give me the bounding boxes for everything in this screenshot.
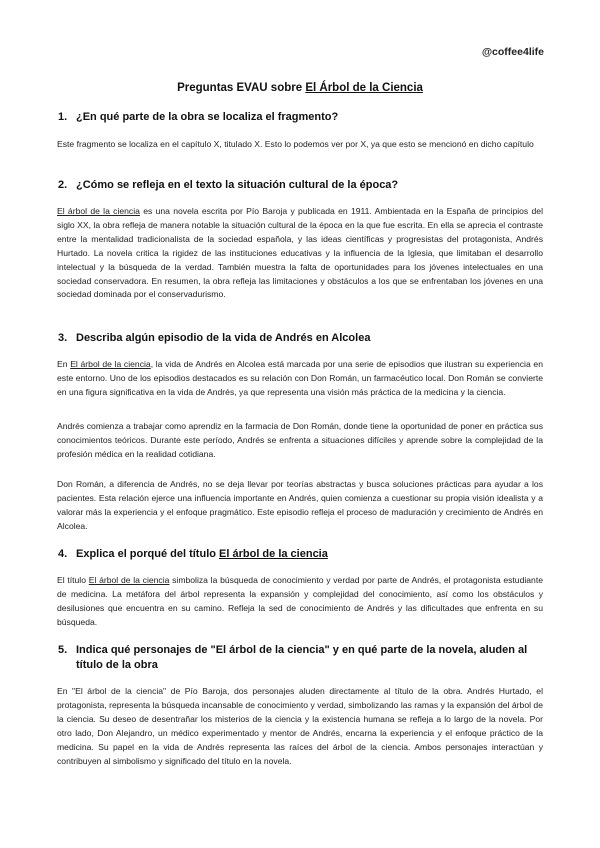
question-3-heading (58, 331, 546, 346)
question-number: 5. (58, 644, 68, 656)
page-title (0, 82, 600, 94)
answer-3-paragraph-3: Don Román, a diferencia de Andrés, no se deja llevar por teorías abstractas y busca soluciones prácticas para ayudar a los pacientes. Esta relación ejerce una influencia importante en Andrés, quien comienza a cuestionar su propia visión idealista y a valorar más la experiencia y el enfoque pragmático. Este episodio refleja el proceso de maduración y crecimiento de Andrés en Alcolea. (57, 479, 543, 531)
answer-5: En "El árbol de la ciencia" de Pío Baroja, dos personajes aluden directamente al título de la obra. Andrés Hurtado, el protagonista, representa la búsqueda incansable de conocimiento y verdad, simbolizando las ramas y la expansión del árbol de la ciencia. Su deseo de desentrañar los misterios de la ciencia y la existencia humana se refleja a lo largo de la novela. Por otro lado, Don Alejandro, un médico experimentado y mentor de Andrés, encarna la experiencia y el enfoque práctico de la medicina. Su papel en la vida de Andrés representa las raíces del árbol de la ciencia. Ambos personajes interactúan y contribuyen al simbolismo y significado del título en la novela. (57, 686, 543, 766)
question-number: 1. (58, 111, 68, 123)
question-4-heading (58, 547, 546, 562)
answer-2-text: es una novela escrita por Pío Baroja y publicada en 1911. Ambientada en la España de principios del siglo XX, la obra refleja de manera notable la situación cultural de la época en la que fue escrita. En ella se aprecia el contraste entre la mentalidad tradicionalista de la sociedad española, y las ideas científicas y progresistas del protagonista, Andrés Hurtado. La novela critica la rigidez de las instituciones educativas y la influencia de la Iglesia, que limitaban el desarrollo intelectual y la búsqueda de la verdad. También muestra la falta de oportunidades para los jóvenes intelectuales en una sociedad conservadora. En resumen, la obra refleja las limitaciones y obstáculos a los que se enfrentaban los jóvenes en una sociedad dominada por el conservadurismo. (57, 206, 543, 300)
title-book: El Árbol de la Ciencia (305, 82, 423, 94)
question-number: 3. (58, 332, 68, 344)
question-text: ¿Cómo se refleja en el texto la situación cultural de la época? (76, 179, 399, 191)
author-handle: @coffee4life (481, 46, 544, 58)
answer-4 (57, 574, 543, 630)
question-text: ¿En qué parte de la obra se localiza el fragmento? (76, 111, 339, 123)
answer-3-paragraph-2: Andrés comienza a trabajar como aprendiz en la farmacia de Don Román, donde tiene la oportunidad de poner en práctica sus conocimientos teóricos. Durante este período, Andrés se enfrenta a situaciones difíciles y aprende sobre la complejidad de la profesión médica en la realidad cotidiana. (57, 421, 543, 459)
question-number: 2. (58, 179, 68, 191)
answer-3-text: , la vida de Andrés en Alcolea está marcada por una serie de episodios que ilustran su experiencia en este entorno. Uno de los episodios destacados es su relación con Don Román, un farmacéutico local. Don Román se convierte en una figura significativa en la vida de Andrés, ya que representa una visión más práctica de la medicina y la ciencia. (57, 359, 543, 397)
title-prefix: Preguntas EVAU sobre (177, 82, 306, 94)
question-text-prefix: Explica el porqué del título (76, 548, 220, 560)
answer-4-prefix: El título (57, 575, 89, 585)
answer-4-text: simboliza la búsqueda de conocimiento y verdad por parte de Andrés, el protagonista estudiante de medicina. La metáfora del árbol representa la expansión y complejidad del conocimiento, así como los obstáculos y desilusiones que encuentra en su camino. Refleja la sed de conocimiento de Andrés y las dificultades que enfrenta en su búsqueda. (57, 575, 543, 627)
answer-3-paragraph-1 (57, 358, 543, 400)
question-number: 4. (58, 548, 68, 560)
question-text: Describa algún episodio de la vida de Andrés en Alcolea (76, 332, 371, 344)
question-5-heading (58, 643, 546, 673)
question-1-heading (58, 110, 546, 125)
answer-2 (57, 205, 543, 302)
book-reference: El árbol de la ciencia (219, 548, 328, 560)
question-text: Indica qué personajes de "El árbol de la ciencia" y en qué parte de la novela, aluden al título de la obra (76, 644, 528, 671)
book-reference: El árbol de la ciencia (88, 575, 170, 585)
answer-1: Este fragmento se localiza en el capítulo X, titulado X. Esto lo podemos ver por X, ya que esto se mencionó en dicho capítulo (57, 139, 534, 149)
answer-3-prefix: En (57, 359, 71, 369)
question-2-heading (58, 178, 546, 193)
book-reference: El árbol de la ciencia (57, 206, 140, 216)
book-reference: El árbol de la ciencia (70, 359, 151, 369)
